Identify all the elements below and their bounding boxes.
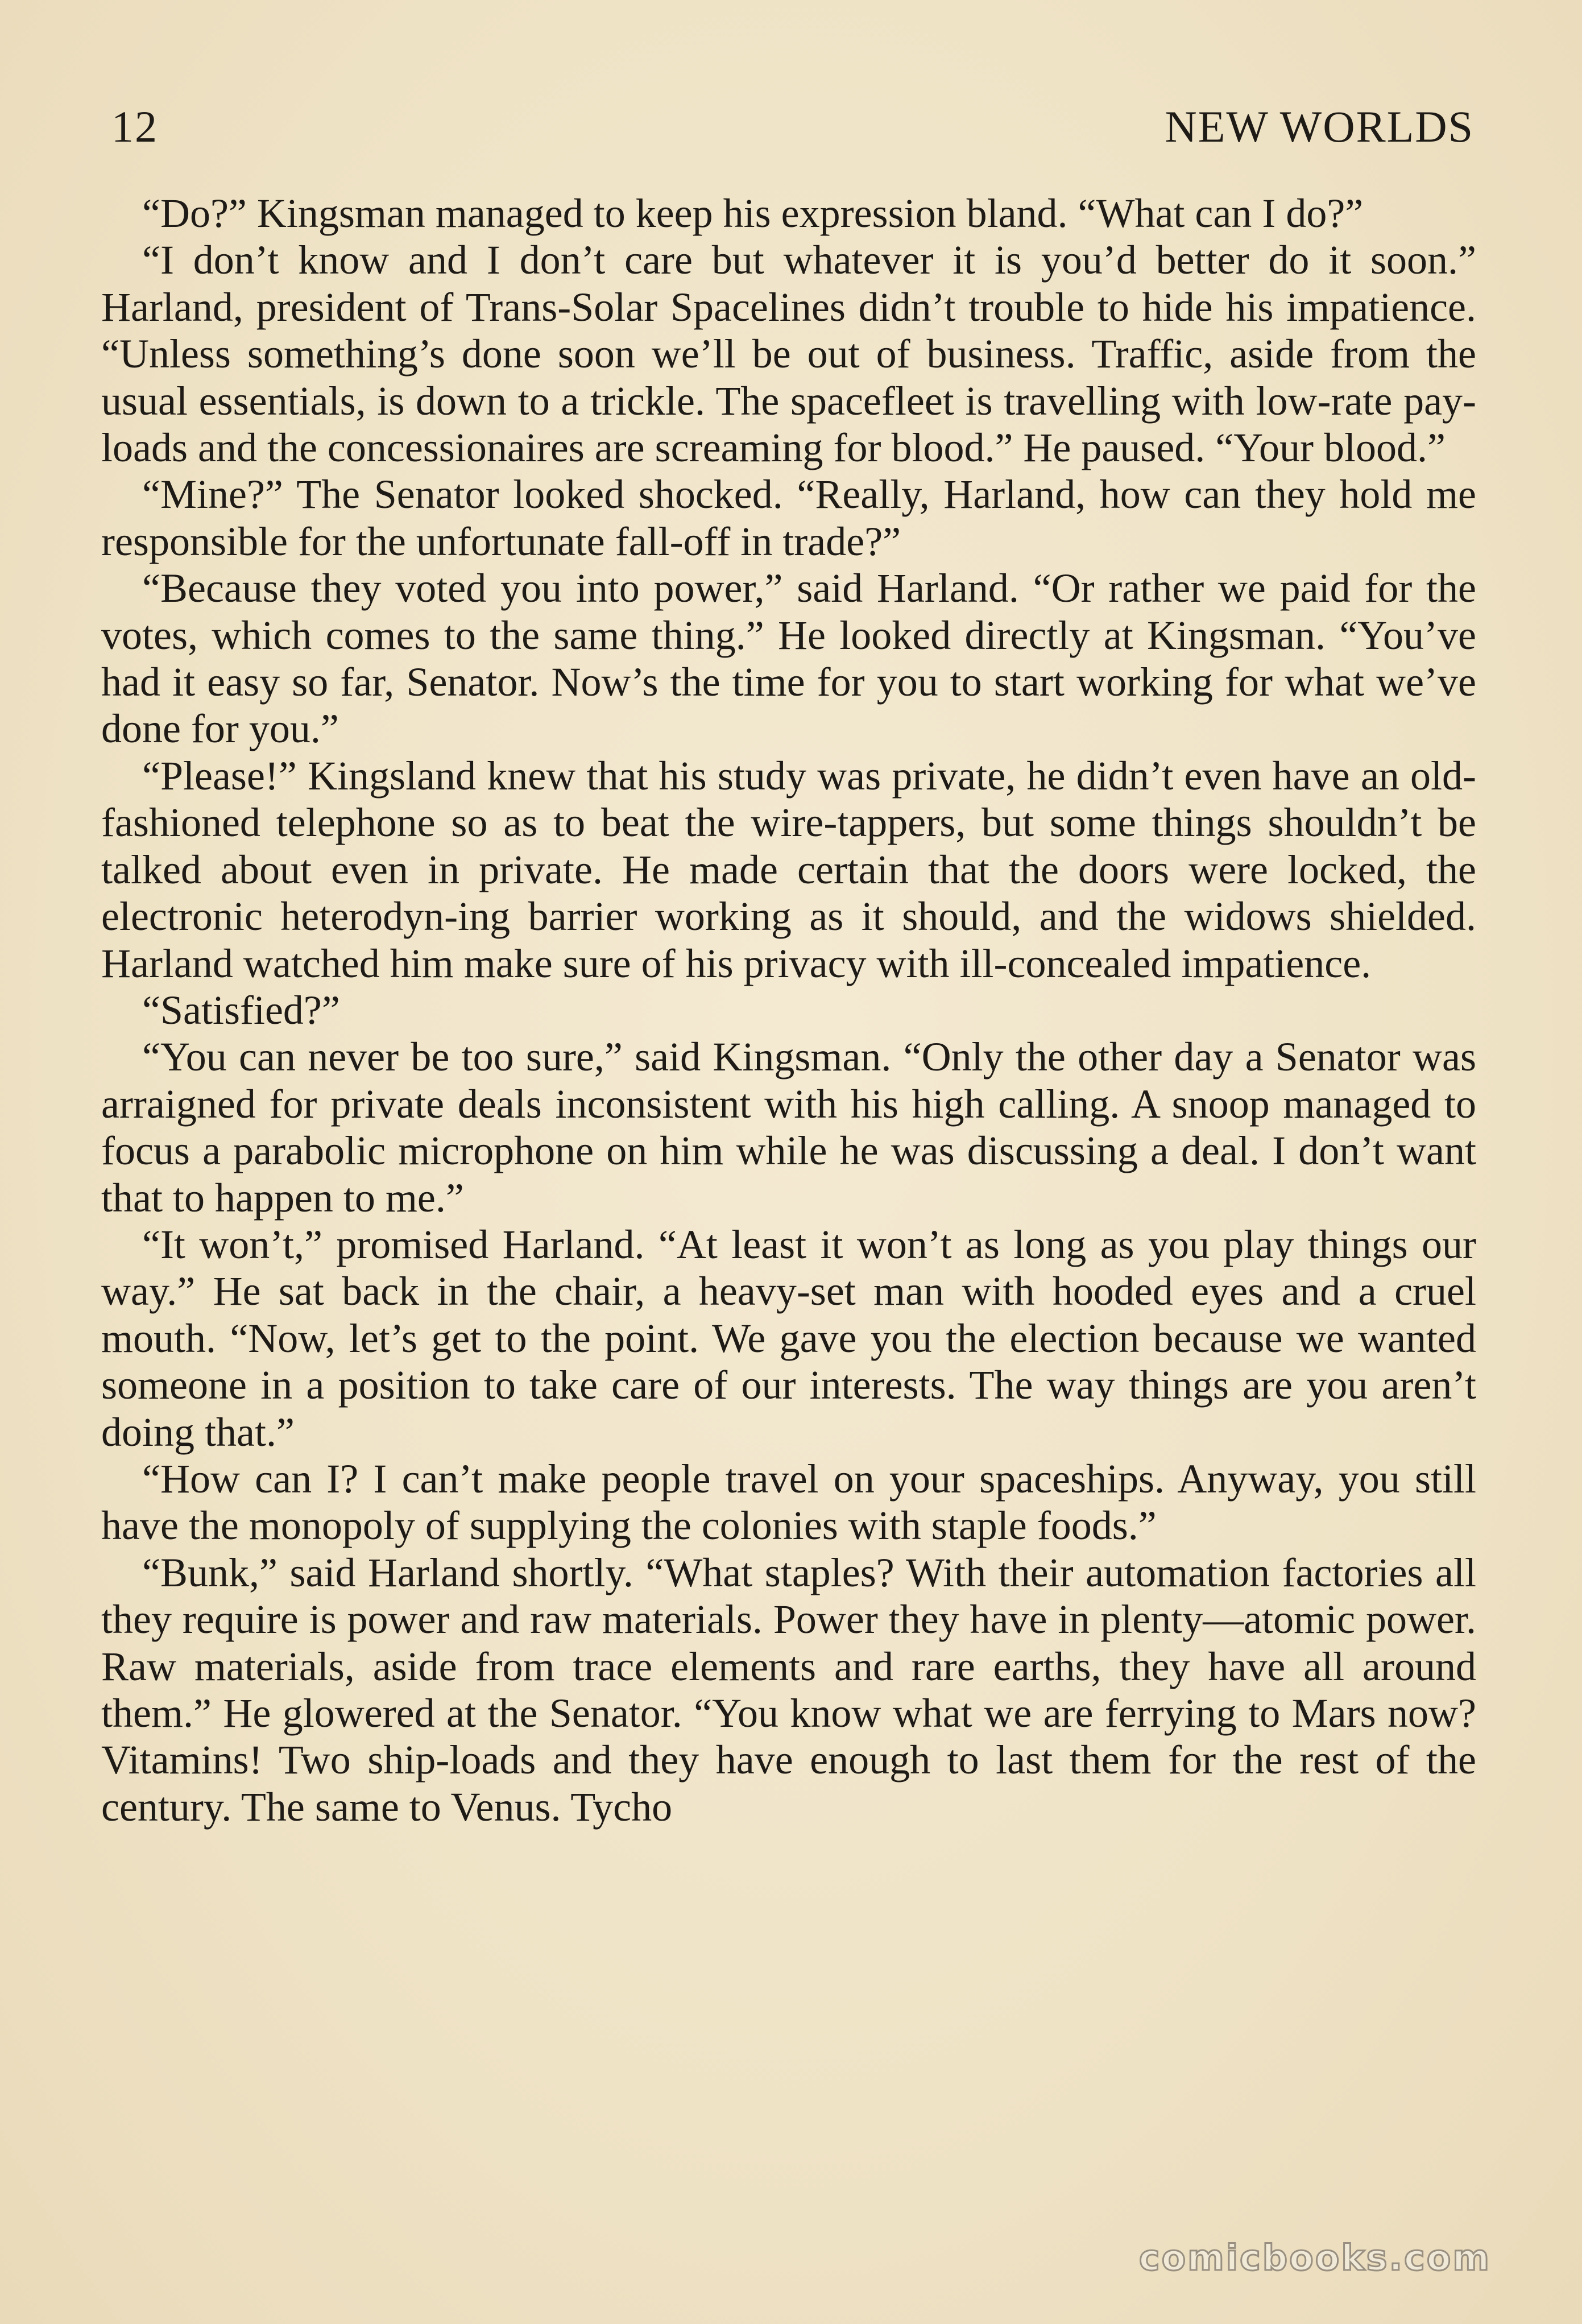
paragraph: “Do?” Kingsman managed to keep his expression bland. “What can I do?”	[142, 191, 1364, 236]
story-text	[101, 190, 1476, 2215]
paragraph: “You can never be too sure,” said Kingsman. “Only the other day a Senator was arraigned for private deals inconsistent with his high calling. A snoop managed to focus a parabolic microphone on him while he was discussing a deal. I don’t want that to happen to me.”	[101, 1034, 1476, 1221]
page-number: 12	[111, 102, 158, 151]
page-header	[111, 96, 1474, 158]
paragraph: “I don’t know and I don’t care but whatever it is you’d better do it soon.” Harland, president of Trans-Solar Spacelines didn’t trouble to hide his impatience. “Unless something’s done soon we’ll be out of business. Traffic, aside from the usual essentials, is down to a trickle. The spacefleet is travelling with low-rate pay-loads and the concessionaires are screaming for blood.” He paused. “Your blood.”	[101, 237, 1476, 471]
paragraph: “Please!” Kingsland knew that his study was private, he didn’t even have an old-fashioned telephone so as to beat the wire-tappers, but some things shouldn’t be talked about even in private. He made certain that the doors were locked, the electronic heterodyn-ing barrier working as it should, and the widows shielded. Harland watched him make sure of his privacy with ill-concealed impatience.	[101, 752, 1476, 986]
paragraph: “Because they voted you into power,” said Harland. “Or rather we paid for the votes, which comes to the same thing.” He looked directly at Kingsman. “You’ve had it easy so far, Senator. Now’s the time for you to start working for what we’ve done for you.”	[101, 565, 1476, 752]
site-watermark: comicbooks.com	[1138, 2237, 1491, 2278]
paragraph: “Bunk,” said Harland shortly. “What staples? With their automation factories all they require is power and raw materials. Power they have in plenty—atomic power. Raw materials, aside from trace elements and rare earths, they have all around them.” He glowered at the Senator. “You know what we are ferrying to Mars now? Vitamins! Two ship-loads and they have enough to last them for the rest of the century. The same to Venus. Tycho	[101, 1549, 1476, 1830]
paragraph: “Mine?” The Senator looked shocked. “Really, Harland, how can they hold me responsible for the unfortunate fall-off in trade?”	[101, 472, 1476, 564]
paragraph: “Satisfied?”	[142, 987, 340, 1033]
running-title: NEW WORLDS	[1165, 102, 1474, 151]
paragraph: “How can I? I can’t make people travel on your spaceships. Anyway, you still have the monopoly of supplying the colonies with staple foods.”	[101, 1455, 1476, 1549]
paragraph: “It won’t,” promised Harland. “At least it won’t as long as you play things our way.” He sat back in the chair, a heavy-set man with hooded eyes and a cruel mouth. “Now, let’s get to the point. We gave you the election because we wanted someone in a position to take care of our interests. The way things are you aren’t doing that.”	[101, 1221, 1476, 1455]
